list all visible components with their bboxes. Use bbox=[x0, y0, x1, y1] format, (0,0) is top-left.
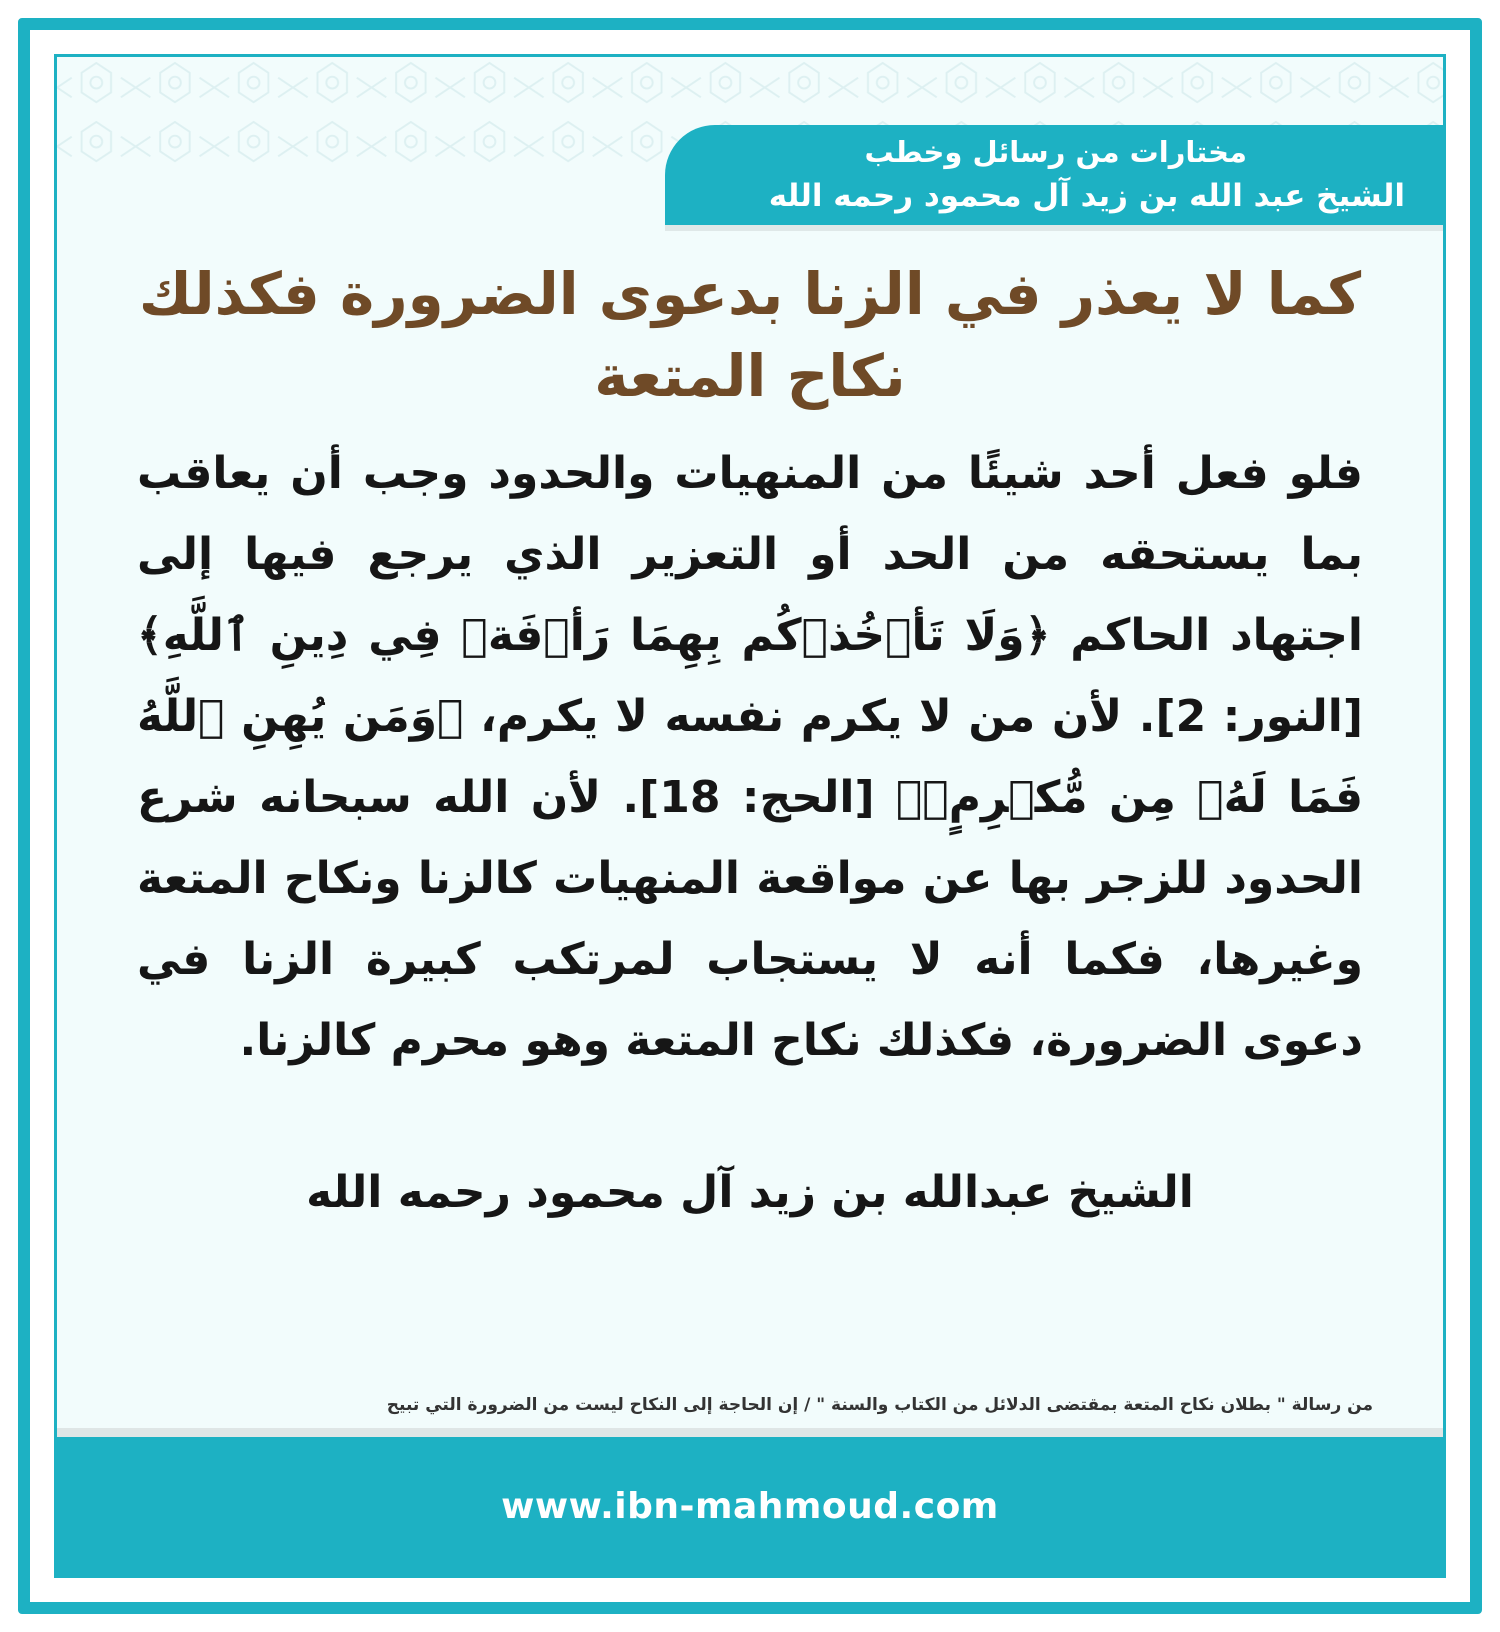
source-line-1: من رسالة " بطلان نكاح المتعة بمقتضى الدلائل من الكتاب والسنة " / إن الحاجة إلى النكاح ليست من الضرورة التي تبيح bbox=[386, 1395, 1373, 1415]
article-title: كما لا يعذر في الزنا بدعوى الضرورة فكذلك نكاح المتعة bbox=[138, 260, 1362, 410]
series-author: الشيخ عبد الله بن زيد آل محمود رحمه الله bbox=[768, 178, 1405, 214]
article-body: فلو فعل أحد شيئًا من المنهيات والحدود وجب أن يعاقب بما يستحقه من الحد أو التعزير الذي يرجع فيها إلى اجتهاد الحاكم ﴿وَلَا تَأۡخُذۡكُم بِهِمَا رَأۡفَةٞ فِي دِينِ ٱللَّهِ﴾ [النور: 2]. لأن من لا يكرم نفسه لا يكرم، ﴿وَمَن يُهِنِ ٱللَّهُ فَمَا لَهُۥ مِن مُّكۡرِمٍۚ﴾ [الحج: 18]. لأن الله سبحانه شرع الحدود للزجر بها عن مواقعة المنهيات كالزنا ونكاح المتعة وغيرها، فكما أنه لا يستجاب لمرتكب كبيرة الزنا في دعوى الضرورة، فكذلك نكاح المتعة وهو محرم كالزنا. bbox=[137, 448, 1364, 1066]
author-signature: الشيخ عبدالله بن زيد آل محمود رحمه الله bbox=[306, 1167, 1194, 1218]
footer-banner bbox=[57, 1428, 1443, 1575]
content-panel bbox=[54, 54, 1446, 1578]
outer-frame bbox=[18, 18, 1482, 1614]
header-banner bbox=[665, 125, 1443, 225]
series-title: مختارات من رسائل وخطب bbox=[864, 135, 1247, 169]
website-link[interactable]: www.ibn-mahmoud.com bbox=[501, 1485, 999, 1527]
